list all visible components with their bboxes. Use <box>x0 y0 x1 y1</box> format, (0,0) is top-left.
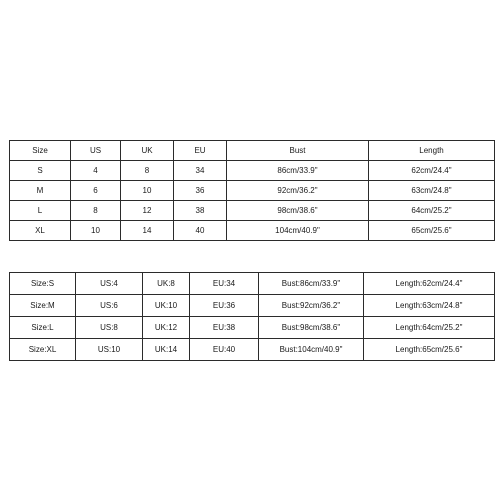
table-cell: EU:36 <box>190 295 259 317</box>
table-cell: 34 <box>174 161 227 181</box>
table-row <box>10 317 495 339</box>
table-cell: 10 <box>121 181 174 201</box>
table-cell: 38 <box>174 201 227 221</box>
table-cell: UK:8 <box>143 273 190 295</box>
table-cell: 62cm/24.4" <box>369 161 495 181</box>
table-cell: UK:12 <box>143 317 190 339</box>
table-cell: Bust:104cm/40.9" <box>259 339 364 361</box>
header-cell-length: Length <box>369 141 495 161</box>
table-cell: 10 <box>71 221 121 241</box>
table-row <box>10 295 495 317</box>
table-cell: 98cm/38.6" <box>227 201 369 221</box>
labeled-size-chart-table <box>9 272 495 361</box>
size-chart-table <box>9 140 495 241</box>
table-cell: 14 <box>121 221 174 241</box>
table-cell: Bust:86cm/33.9" <box>259 273 364 295</box>
table-cell: 12 <box>121 201 174 221</box>
table-cell: UK:10 <box>143 295 190 317</box>
table-cell: Size:XL <box>10 339 76 361</box>
table-cell: US:4 <box>76 273 143 295</box>
table-cell: 92cm/36.2" <box>227 181 369 201</box>
header-cell-uk: UK <box>121 141 174 161</box>
table-cell: XL <box>10 221 71 241</box>
table-cell: Length:62cm/24.4" <box>364 273 495 295</box>
table-cell: 36 <box>174 181 227 201</box>
table-cell: Size:S <box>10 273 76 295</box>
table-cell: Length:64cm/25.2" <box>364 317 495 339</box>
table-row <box>10 161 495 181</box>
table-cell: 6 <box>71 181 121 201</box>
table-header-row <box>10 141 495 161</box>
table-cell: US:8 <box>76 317 143 339</box>
table-cell: 8 <box>71 201 121 221</box>
header-cell-size: Size <box>10 141 71 161</box>
header-cell-bust: Bust <box>227 141 369 161</box>
table-cell: Length:65cm/25.6" <box>364 339 495 361</box>
table-cell: Length:63cm/24.8" <box>364 295 495 317</box>
table-row <box>10 339 495 361</box>
table-cell: US:6 <box>76 295 143 317</box>
table-cell: Size:M <box>10 295 76 317</box>
table-cell: S <box>10 161 71 181</box>
table-cell: 104cm/40.9" <box>227 221 369 241</box>
table-cell: 63cm/24.8" <box>369 181 495 201</box>
table-cell: UK:14 <box>143 339 190 361</box>
table-cell: 65cm/25.6" <box>369 221 495 241</box>
table-row <box>10 201 495 221</box>
table-cell: 64cm/25.2" <box>369 201 495 221</box>
table-row <box>10 221 495 241</box>
table-cell: EU:40 <box>190 339 259 361</box>
table-cell: L <box>10 201 71 221</box>
table-cell: EU:34 <box>190 273 259 295</box>
table-cell: M <box>10 181 71 201</box>
table-cell: Size:L <box>10 317 76 339</box>
header-cell-eu: EU <box>174 141 227 161</box>
header-cell-us: US <box>71 141 121 161</box>
table-cell: 86cm/33.9" <box>227 161 369 181</box>
table-cell: EU:38 <box>190 317 259 339</box>
table-cell: 4 <box>71 161 121 181</box>
table-cell: Bust:92cm/36.2" <box>259 295 364 317</box>
table-cell: 40 <box>174 221 227 241</box>
table-cell: 8 <box>121 161 174 181</box>
table-row <box>10 181 495 201</box>
table-cell: US:10 <box>76 339 143 361</box>
table-row <box>10 273 495 295</box>
table-cell: Bust:98cm/38.6" <box>259 317 364 339</box>
